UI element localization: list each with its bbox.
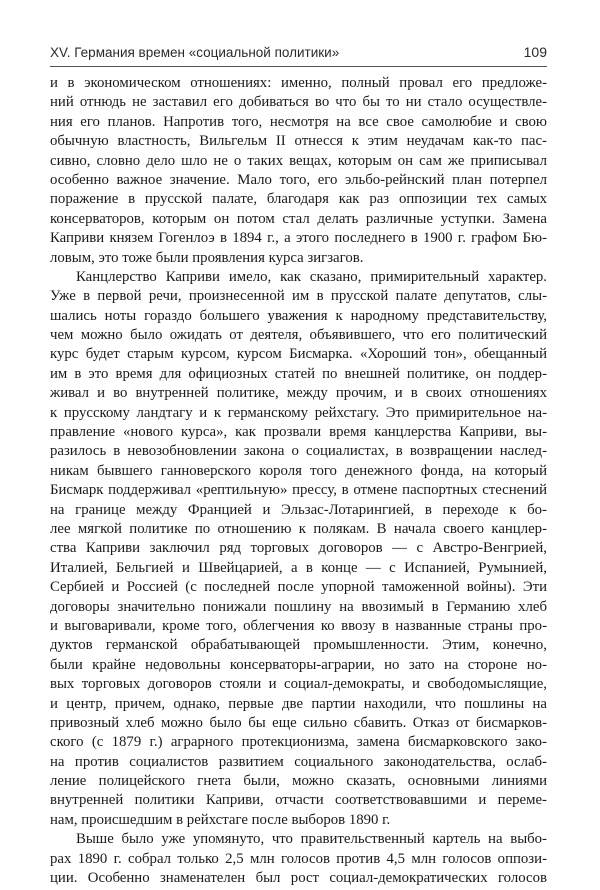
text-line: Канцлерство Каприви имело, как сказано, примирительный характер.: [76, 268, 547, 285]
text-line: и в экономическом отношениях: именно, полный провал его предложе-: [50, 75, 547, 91]
text-line: Уже в первой речи, произнесенной им в прусской палате депутатов, слы-: [50, 288, 547, 305]
text-line: чем можно было ожидать от деятеля, объявившего, что его политический: [50, 327, 547, 344]
text-line: дуктов германской обрабатывающей промышленности. Этим, конечно,: [50, 637, 547, 654]
text-line: вых торговых договоров стояли и социал-демократы, и свободомыслящие,: [50, 676, 547, 693]
text-line: были крайне недовольны консерваторы-аграрии, но зато на стороне но-: [50, 656, 547, 673]
text-line: ление полицейского гнета были, можно сказать, основными линиями: [50, 773, 547, 790]
text-line: ловым, это тоже были проявления курса зигзагов.: [50, 249, 364, 266]
text-line: Сербией и Россией (с последней после упорной таможенной войны). Эти: [50, 579, 547, 596]
body-text: [50, 74, 547, 888]
text-line: привозный хлеб можно было бы еще сильно сбавить. Отказ от бисмарков-: [50, 714, 547, 731]
text-line: разилось в невозобновлении закона о социалистах, в возвращении наслед-: [50, 443, 547, 460]
book-page: [50, 44, 547, 887]
chapter-title: XV. Германия времен «социальной политики»: [50, 45, 340, 60]
text-line: на границе между Францией и Эльзас-Лотарингией, в переходе к бо-: [50, 501, 547, 518]
text-line: ции. Особенно знаменателен был рост социал-демократических голосов: [50, 870, 547, 887]
page-number: 109: [523, 44, 547, 60]
text-line: живал и во внутренней политике, между прочим, и в своих отношениях: [50, 385, 547, 402]
text-line: ний отнюдь не заставил его добиваться во что бы то ни стало осуществле-: [50, 94, 547, 111]
text-line: и центр, причем, однако, первые две партии находили, что пошлины на: [50, 695, 547, 712]
text-line: обычную властность, Вильгельм II отнесся к этим неудачам как-то пас-: [50, 133, 547, 150]
text-line: поражение в прусской палате, благодаря как раз оппозиции тех самых: [50, 191, 547, 208]
text-line: и выговаривали, кроме того, облегчения ко ввозу в названные страны про-: [50, 617, 547, 634]
text-line: особенно важное значение. Мало того, его эльбо-рейнский план потерпел: [50, 171, 547, 188]
text-line: им в это время для официозных статей по внешней политике, он поддер-: [50, 365, 547, 382]
text-line: на против социалистов развитием социального законодательства, ослаб-: [50, 753, 547, 770]
text-line: правление «нового курса», как прозвали время канцлерства Каприви, вы-: [50, 424, 547, 441]
text-line: Выше было уже упомянуто, что правительственный картель на выбо-: [76, 831, 547, 848]
text-line: консерваторов, которым он потом стал делать различные уступки. Замена: [50, 210, 547, 227]
text-line: рах 1890 г. собрал только 2,5 млн голосов против 4,5 млн голосов оппози-: [50, 850, 547, 867]
text-line: лее мягкой политике по отношению к полякам. В начала своего канцлер-: [50, 520, 547, 537]
text-line: курс будет старым курсом, курсом Бисмарка. «Хороший тон», обещанный: [50, 346, 547, 363]
text-line: к прусскому ландтагу и к германскому рейхстагу. Это примирительное на-: [50, 404, 547, 421]
text-line: ния его планов. Напротив того, несмотря на все свое самолюбие и свою: [50, 113, 547, 130]
text-line: внутренней политики Каприви, отчасти соответствовавшими и переме-: [50, 792, 547, 809]
text-line: Бисмарк поддерживал «рептильную» прессу, в отмене паспортных стеснений: [50, 482, 547, 499]
text-line: никам бывшего ганноверского короля того денежного фонда, на который: [50, 462, 547, 479]
text-line: ства Каприви заключил ряд торговых договоров — с Австро-Венгрией,: [50, 540, 547, 557]
text-line: сивно, словно дело шло не о таких вещах, которым он сам же приписывал: [50, 152, 547, 169]
text-line: Каприви князем Гогенлоэ в 1894 г., а этого последнего в 1900 г. графом Бю-: [50, 230, 547, 247]
text-line: договоры значительно понижали пошлину на ввозимый в Германию хлеб: [50, 598, 547, 615]
text-line: ского (с 1879 г.) аграрного протекционизма, замена бисмарковского зако-: [50, 734, 547, 751]
text-line: Италией, Бельгией и Швейцарией, а в конце — с Испанией, Румынией,: [50, 559, 547, 576]
text-line: шались ноты гораздо большего уважения к народному представительству,: [50, 307, 547, 324]
text-line: нам, происшедшим в рейхстаге после выборов 1890 г.: [50, 811, 391, 828]
running-head: [50, 44, 547, 67]
